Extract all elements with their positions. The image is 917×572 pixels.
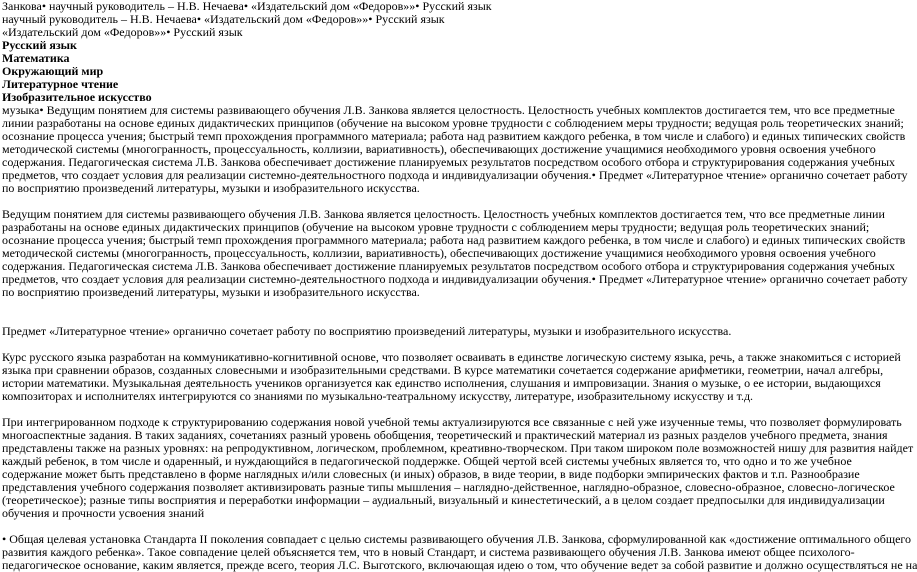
text-line: многоаспектные задания. В таких заданиях, сочетаниях разный уровень обобщения, теоретический и практический материал из разных разделов учебного предмета, знания — [2, 428, 888, 442]
text-line: При интегрированном подходе к структурированию содержания новой учебной темы актуализируются все связанные с ней уже изученные темы, что позволяет формулировать — [2, 415, 902, 429]
text-line: (теоретическое); разные типы восприятия и переработки информации – аудиальный, визуальный и кинестетический, а в целом создает предпосылки для индивидуализации — [2, 493, 885, 507]
text-line: методической системы (многогранность, процессуальность, коллизии, вариативность), обеспечивающих достижение учащимися необходимого уровня освоения учебного — [2, 142, 876, 156]
text-line: Ведущим понятием для системы развивающего обучения Л.В. Занкова является целостность. Целостность учебных комплектов достигается тем, что все предметные линии — [2, 207, 885, 221]
text-line: Предмет «Литературное чтение» органично сочетает работу по восприятию произведений литературы, музыки и изобразительного искусства. — [2, 324, 732, 338]
subject-heading: Математика — [2, 51, 70, 65]
text-line: осознание процесса учения; быстрый темп прохождения программного материала; работа над развитием каждого ребенка, в том числе и слабого) и единых типических свойств — [2, 129, 906, 143]
text-line: обучения и прочности усвоения знаний — [2, 506, 205, 520]
text-line: по восприятию произведений литературы, музыки и изобразительного искусства. — [2, 285, 420, 299]
text-line: Курс русского языка разработан на коммуникативно-когнитивной основе, что позволяет осваивать в единстве логическую систему языка, речь, а также знакомиться с историей — [2, 350, 901, 364]
text-line: по восприятию произведений литературы, музыки и изобразительного искусства. — [2, 181, 420, 195]
paragraph-1 — [2, 103, 908, 195]
text-line: предметов, что создает условия для реализации системно-деятельностного подхода и индивидуализации обучения.• Предмет «Литературное чтение» органично сочетает работу — [2, 272, 908, 286]
text-line: • Общая целевая установка Стандарта II поколения совпадает с целью системы развивающего обучения Л.В. Занкова, сформулированной как «достижение оптимального общего — [2, 532, 912, 546]
header-block — [2, 0, 814, 104]
spacer — [2, 299, 814, 312]
text-line: предметов, что создает условия для реализации системно-деятельностного подхода и индивидуализации обучения.• Предмет «Литературное чтение» органично сочетает работу — [2, 168, 908, 182]
paragraph-5 — [2, 415, 914, 520]
text-line: развития каждого ребенка». Такое совпадение целей объясняется тем, что в новый Стандарт, и система развивающего обучения Л.В. Занкова имеют общее психолого- — [2, 545, 855, 559]
header-line: научный руководитель – Н.В. Нечаева• «Издательский дом «Федоров»»• Русский язык — [2, 12, 445, 26]
text-line: содержания. Педагогическая система Л.В. Занкова обеспечивает достижение планируемых результатов посредством особого отбора и структурирования содержания учебных — [2, 155, 896, 169]
subject-heading: Русский язык — [2, 38, 77, 52]
text-line: музыка• Ведущим понятием для системы развивающего обучения Л.В. Занкова является целостность. Целостность учебных комплектов достигается тем, что все предметные — [2, 103, 895, 117]
subject-heading: Изобразительное искусство — [2, 90, 152, 104]
text-line: методической системы (многогранность, процессуальность, коллизии, вариативность), обеспечивающих достижение учащимися необходимого уровня освоения учебного — [2, 246, 876, 260]
paragraph-6 — [2, 532, 917, 572]
text-line: линии разработаны на основе единых дидактических принципов (обучение на высоком уровне трудности с соблюдением меры трудности; ведущая роль теоретических знаний; — [2, 116, 904, 130]
paragraph-4 — [2, 350, 901, 403]
subject-heading: Окружающий мир — [2, 64, 104, 78]
text-line: содержания. Педагогическая система Л.В. Занкова обеспечивает достижение планируемых результатов посредством особого отбора и структурирования содержания учебных — [2, 259, 896, 273]
paragraph-2 — [2, 207, 908, 299]
text-line: осознание процесса учения; быстрый темп прохождения программного материала; работа над развитием каждого ребенка, в том числе и слабого) и единых типических свойств — [2, 233, 906, 247]
text-line: содержание может быть представлено в форме наглядных и/или словесных (и иных) образов, в виде теории, в виде подборки эмпирических фактов и т.п. Разнообразие — [2, 467, 860, 481]
header-line: Занкова• научный руководитель – Н.В. Нечаева• «Издательский дом «Федоров»»• Русский язык — [2, 0, 492, 13]
header-line: «Издательский дом «Федоров»»• Русский язык — [2, 25, 243, 39]
subject-heading: Литературное чтение — [2, 77, 119, 91]
paragraph-3 — [2, 325, 814, 338]
text-line: разработаны на основе единых дидактических принципов (обучение на высоком уровне трудности с соблюдением меры трудности; ведущая роль теоретических знаний; — [2, 220, 870, 234]
text-line: каждый ребенок, в том числе и одаренный, и нуждающийся в педагогической поддержке. Общей чертой всей системы учебных является то, что одно и то же учебное — [2, 454, 852, 468]
text-line: представлены также на разных уровнях: на репродуктивном, логическом, проблемном, креативно-творческом. При таком широком поле возможностей нишу для развития найдет — [2, 441, 914, 455]
text-line: педагогическое основание, каким является, прежде всего, теория Л.С. Выготского, включающая идею о том, что обучение ведет за собой развитие и должно осуществляться не на — [2, 558, 917, 572]
text-line: представления учебного содержания позволяет активизировать разные типы мышления – наглядно-действенное, наглядно-образное, словесно-образное, словесно-логическое — [2, 480, 895, 494]
text-line: языка при сравнении образов, созданных словесными и изобразительными средствами. В курсе математики сочетается содержание арифметики, геометрии, начал алгебры, — [2, 363, 884, 377]
text-line: композиторах и исполнителях интегрируются со знаниями по музыкально-театральному искусству, литературе, изобразительному искусству и т.д. — [2, 389, 754, 403]
text-line: истории математики. Музыкальная деятельность учеников организуется как единство исполнения, слушания и импровизации. Знания о музыке, о ее истории, выдающихся — [2, 376, 881, 390]
